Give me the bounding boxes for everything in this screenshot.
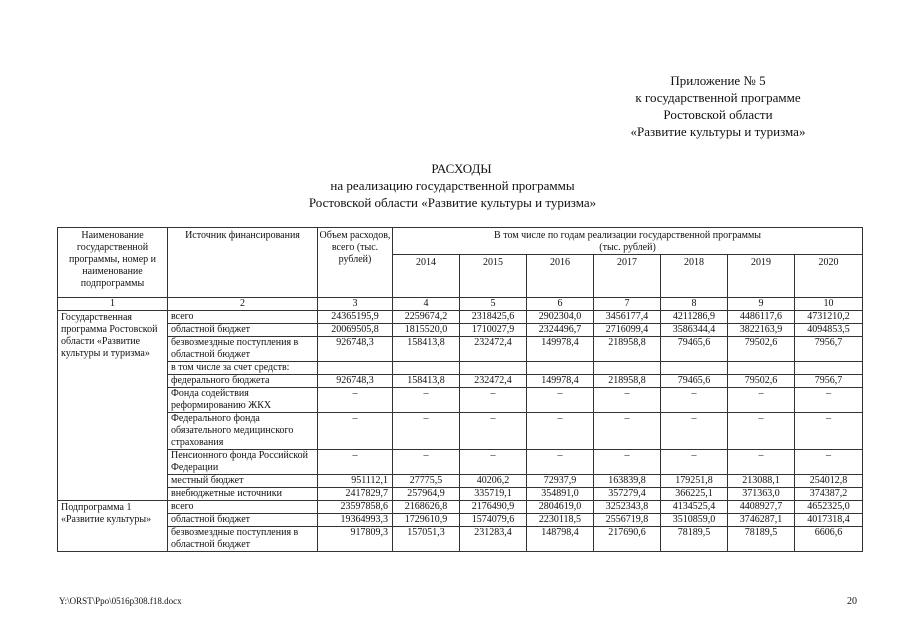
year-value: 1729610,9 <box>393 514 460 527</box>
year-value: 157051,3 <box>393 527 460 552</box>
year-value: 232472,4 <box>460 337 527 362</box>
year-value: – <box>795 413 863 450</box>
table-row <box>58 488 863 501</box>
year-value <box>795 362 863 375</box>
total-value: 926748,3 <box>318 337 393 362</box>
year-value: 79502,6 <box>728 375 795 388</box>
year-value: 78189,5 <box>661 527 728 552</box>
funding-source: безвозмездные поступления в областной бюджет <box>168 337 318 362</box>
year-value: – <box>594 413 661 450</box>
year-value: 72937,9 <box>527 475 594 488</box>
year-value: 217690,6 <box>594 527 661 552</box>
year-value: – <box>728 388 795 413</box>
column-number: 2 <box>168 298 318 311</box>
year-value: – <box>594 450 661 475</box>
funding-source: безвозмездные поступления в областной бюджет <box>168 527 318 552</box>
year-value <box>661 362 728 375</box>
year-value: 79465,6 <box>661 375 728 388</box>
total-value: 951112,1 <box>318 475 393 488</box>
year-value <box>460 362 527 375</box>
table-row <box>58 337 863 362</box>
total-value: 19364993,3 <box>318 514 393 527</box>
funding-source: Пенсионного фонда Российской Федерации <box>168 450 318 475</box>
year-value: 2716099,4 <box>594 324 661 337</box>
appendix-line-4: «Развитие культуры и туризма» <box>630 124 806 139</box>
year-value: 149978,4 <box>527 375 594 388</box>
table-row <box>58 413 863 450</box>
total-value <box>318 362 393 375</box>
header-name: Наименование государственной программы, номер и наименование подпрограммы <box>58 228 168 298</box>
header-volume: Объем расходов, всего (тыс. рублей) <box>318 228 393 298</box>
year-value: 357279,4 <box>594 488 661 501</box>
table-row <box>58 311 863 324</box>
header-source: Источник финансирования <box>168 228 318 298</box>
year-value: 158413,8 <box>393 375 460 388</box>
funding-source: всего <box>168 501 318 514</box>
year-value: – <box>460 388 527 413</box>
year-value: – <box>393 450 460 475</box>
year-value: 2259674,2 <box>393 311 460 324</box>
year-value: 371363,0 <box>728 488 795 501</box>
year-value: 213088,1 <box>728 475 795 488</box>
year-value: 218958,8 <box>594 337 661 362</box>
title-line-2: на реализацию государственной программы <box>330 178 575 193</box>
year-value: 179251,8 <box>661 475 728 488</box>
total-value: – <box>318 450 393 475</box>
year-value: 3586344,4 <box>661 324 728 337</box>
year-value: – <box>728 413 795 450</box>
funding-source: местный бюджет <box>168 475 318 488</box>
year-value: 3822163,9 <box>728 324 795 337</box>
appendix-line-3: Ростовской области <box>663 107 773 122</box>
year-value <box>728 362 795 375</box>
title-line-1: РАСХОДЫ <box>431 161 492 176</box>
column-number: 7 <box>594 298 661 311</box>
year-value: – <box>460 413 527 450</box>
funding-source: в том числе за счет средств: <box>168 362 318 375</box>
year-value: – <box>393 388 460 413</box>
year-value: 4017318,4 <box>795 514 863 527</box>
year-value: 78189,5 <box>728 527 795 552</box>
header-year: 2020 <box>795 255 863 298</box>
year-value: 4408927,7 <box>728 501 795 514</box>
column-number: 1 <box>58 298 168 311</box>
column-number: 4 <box>393 298 460 311</box>
year-value: 2168626,8 <box>393 501 460 514</box>
year-value: 3746287,1 <box>728 514 795 527</box>
header-year: 2018 <box>661 255 728 298</box>
total-value: 917809,3 <box>318 527 393 552</box>
year-value: 40206,2 <box>460 475 527 488</box>
year-value: 1574079,6 <box>460 514 527 527</box>
year-value: 2318425,6 <box>460 311 527 324</box>
table-row <box>58 475 863 488</box>
total-value: 926748,3 <box>318 375 393 388</box>
year-value: 7956,7 <box>795 337 863 362</box>
column-number: 6 <box>527 298 594 311</box>
table-row <box>58 324 863 337</box>
column-number: 5 <box>460 298 527 311</box>
year-value: 4731210,2 <box>795 311 863 324</box>
year-value: 4486117,6 <box>728 311 795 324</box>
year-value <box>393 362 460 375</box>
table-row <box>58 375 863 388</box>
year-value: 218958,8 <box>594 375 661 388</box>
header-year: 2016 <box>527 255 594 298</box>
year-value: 231283,4 <box>460 527 527 552</box>
year-value: 2902304,0 <box>527 311 594 324</box>
table-row <box>58 501 863 514</box>
year-value: 7956,7 <box>795 375 863 388</box>
year-value: 27775,5 <box>393 475 460 488</box>
document-title <box>0 160 905 211</box>
year-value: 374387,2 <box>795 488 863 501</box>
appendix-line-1: Приложение № 5 <box>670 73 766 88</box>
page-number: 20 <box>847 596 857 607</box>
total-value: 24365195,9 <box>318 311 393 324</box>
year-value: – <box>661 388 728 413</box>
total-value: 2417829,7 <box>318 488 393 501</box>
year-value: 2804619,0 <box>527 501 594 514</box>
year-value: 335719,1 <box>460 488 527 501</box>
table-row <box>58 514 863 527</box>
year-value: 79465,6 <box>661 337 728 362</box>
funding-source: Федерального фонда обязательного медицинского страхования <box>168 413 318 450</box>
appendix-header <box>588 72 848 140</box>
year-value: – <box>795 450 863 475</box>
year-value: 254012,8 <box>795 475 863 488</box>
funding-source: областной бюджет <box>168 514 318 527</box>
table-row <box>58 450 863 475</box>
year-value <box>527 362 594 375</box>
header-year: 2015 <box>460 255 527 298</box>
year-value: 163839,8 <box>594 475 661 488</box>
table-row <box>58 527 863 552</box>
funding-source: всего <box>168 311 318 324</box>
year-value: – <box>527 388 594 413</box>
total-value: – <box>318 413 393 450</box>
year-value: 149978,4 <box>527 337 594 362</box>
title-line-3: Ростовской области «Развитие культуры и туризма» <box>308 195 597 210</box>
year-value: – <box>594 388 661 413</box>
header-year: 2014 <box>393 255 460 298</box>
total-value: 23597858,6 <box>318 501 393 514</box>
year-value: 3252343,8 <box>594 501 661 514</box>
year-value: 1710027,9 <box>460 324 527 337</box>
year-value: 2176490,9 <box>460 501 527 514</box>
year-value: – <box>661 413 728 450</box>
year-value: 3510859,0 <box>661 514 728 527</box>
year-value: – <box>728 450 795 475</box>
year-value: 3456177,4 <box>594 311 661 324</box>
column-number: 3 <box>318 298 393 311</box>
year-value: – <box>795 388 863 413</box>
year-value: 148798,4 <box>527 527 594 552</box>
year-value: 4211286,9 <box>661 311 728 324</box>
year-value <box>594 362 661 375</box>
year-value: – <box>527 450 594 475</box>
year-value: 2556719,8 <box>594 514 661 527</box>
year-value: 366225,1 <box>661 488 728 501</box>
funding-source: Фонда содействия реформированию ЖКХ <box>168 388 318 413</box>
year-value: 1815520,0 <box>393 324 460 337</box>
year-value: 4652325,0 <box>795 501 863 514</box>
total-value: 20069505,8 <box>318 324 393 337</box>
year-value: – <box>393 413 460 450</box>
year-value: 4134525,4 <box>661 501 728 514</box>
year-value: 158413,8 <box>393 337 460 362</box>
header-year: 2017 <box>594 255 661 298</box>
program-name: Подпрограмма 1 «Развитие культуры» <box>58 501 168 552</box>
program-name: Государственная программа Ростовской области «Развитие культуры и туризма» <box>58 311 168 501</box>
header-year: 2019 <box>728 255 795 298</box>
year-value: 257964,9 <box>393 488 460 501</box>
funding-source: внебюджетные источники <box>168 488 318 501</box>
total-value: – <box>318 388 393 413</box>
column-number: 9 <box>728 298 795 311</box>
appendix-line-2: к государственной программе <box>635 90 801 105</box>
expenses-table <box>57 227 863 552</box>
year-value: – <box>661 450 728 475</box>
file-path: Y:\ORST\Ppo\0516p308.f18.docx <box>59 596 182 606</box>
column-number: 10 <box>795 298 863 311</box>
funding-source: федерального бюджета <box>168 375 318 388</box>
table-row <box>58 362 863 375</box>
year-value: 354891,0 <box>527 488 594 501</box>
table-row <box>58 388 863 413</box>
header-years-group: В том числе по годам реализации государственной программы (тыс. рублей) <box>393 228 863 255</box>
funding-source: областной бюджет <box>168 324 318 337</box>
year-value: 79502,6 <box>728 337 795 362</box>
year-value: 4094853,5 <box>795 324 863 337</box>
year-value: 232472,4 <box>460 375 527 388</box>
year-value: – <box>460 450 527 475</box>
year-value: 2324496,7 <box>527 324 594 337</box>
year-value: 6606,6 <box>795 527 863 552</box>
year-value: 2230118,5 <box>527 514 594 527</box>
column-number: 8 <box>661 298 728 311</box>
year-value: – <box>527 413 594 450</box>
